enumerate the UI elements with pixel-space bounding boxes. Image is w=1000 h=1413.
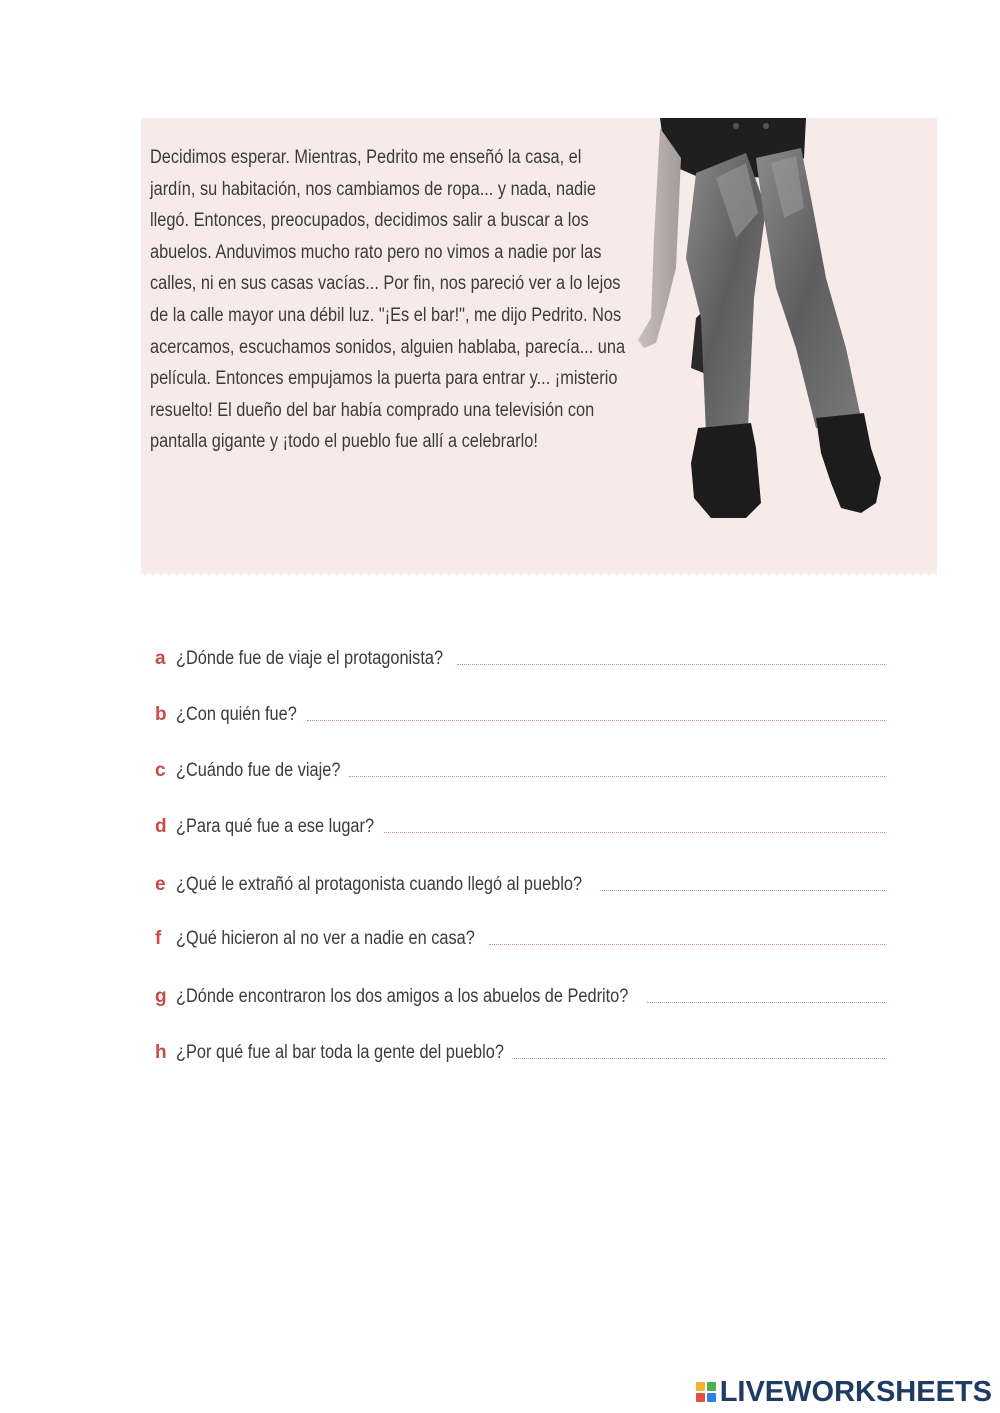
question-letter: c (155, 760, 166, 781)
reading-line: pantalla gigante y ¡todo el pueblo fue allí a celebrarlo! (150, 431, 538, 453)
reading-text (150, 142, 632, 458)
logo-cubes-icon (696, 1382, 716, 1402)
liveworksheets-logo[interactable] (696, 1376, 992, 1408)
question-text: ¿Qué hicieron al no ver a nadie en casa? (176, 928, 475, 949)
question-h (155, 1034, 885, 1064)
question-text: ¿Dónde encontraron los dos amigos a los abuelos de Pedrito? (176, 986, 629, 1007)
reading-line: Decidimos esperar. Mientras, Pedrito me enseñó la casa, el (150, 147, 582, 168)
question-text: ¿Para qué fue a ese lugar? (176, 816, 375, 837)
question-d (155, 808, 885, 838)
question-e (155, 866, 885, 896)
reading-line: acercamos, escuchamos sonidos, alguien hablaba, parecía... una (150, 336, 626, 358)
answer-line[interactable] (489, 944, 886, 945)
reading-line: jardín, su habitación, nos cambiamos de ropa... y nada, nadie (150, 178, 597, 200)
question-b (155, 696, 885, 726)
boy-sitting-photo (636, 118, 937, 548)
question-text: ¿Con quién fue? (176, 704, 297, 725)
answer-line[interactable] (349, 776, 885, 777)
question-a (155, 640, 885, 670)
question-g (155, 978, 885, 1008)
reading-line: calles, ni en sus casas vacías... Por fin, nos pareció ver a lo lejos (150, 273, 621, 295)
question-c (155, 752, 885, 782)
question-letter: h (155, 1042, 167, 1063)
answer-line[interactable] (384, 832, 885, 833)
question-letter: d (155, 816, 167, 837)
answer-line[interactable] (647, 1002, 885, 1003)
question-letter: g (155, 986, 167, 1007)
question-letter: e (155, 874, 166, 895)
reading-line: abuelos. Anduvimos mucho rato pero no vimos a nadie por las (150, 241, 602, 263)
question-text: ¿Dónde fue de viaje el protagonista? (176, 648, 444, 669)
answer-line[interactable] (457, 664, 885, 665)
answer-line[interactable] (512, 1058, 885, 1059)
question-f (155, 920, 885, 950)
question-letter: f (155, 928, 162, 949)
question-text: ¿Cuándo fue de viaje? (176, 760, 341, 781)
reading-line: resuelto! El dueño del bar había comprado una televisión con (150, 399, 595, 421)
answer-line[interactable] (600, 890, 885, 891)
reading-line: película. Entonces empujamos la puerta para entrar y... ¡misterio (150, 368, 618, 390)
reading-line: llegó. Entonces, preocupados, decidimos salir a buscar a los (150, 210, 589, 232)
answer-line[interactable] (307, 720, 886, 721)
question-text: ¿Qué le extrañó al protagonista cuando llegó al pueblo? (176, 874, 583, 895)
question-letter: b (155, 704, 167, 725)
question-letter: a (155, 648, 166, 669)
reading-line: de la calle mayor una débil luz. "¡Es el bar!", me dijo Pedrito. Nos (150, 304, 622, 326)
brand-name: LIVEWORKSHEETS (719, 1375, 992, 1408)
question-text: ¿Por qué fue al bar toda la gente del pueblo? (176, 1042, 504, 1063)
